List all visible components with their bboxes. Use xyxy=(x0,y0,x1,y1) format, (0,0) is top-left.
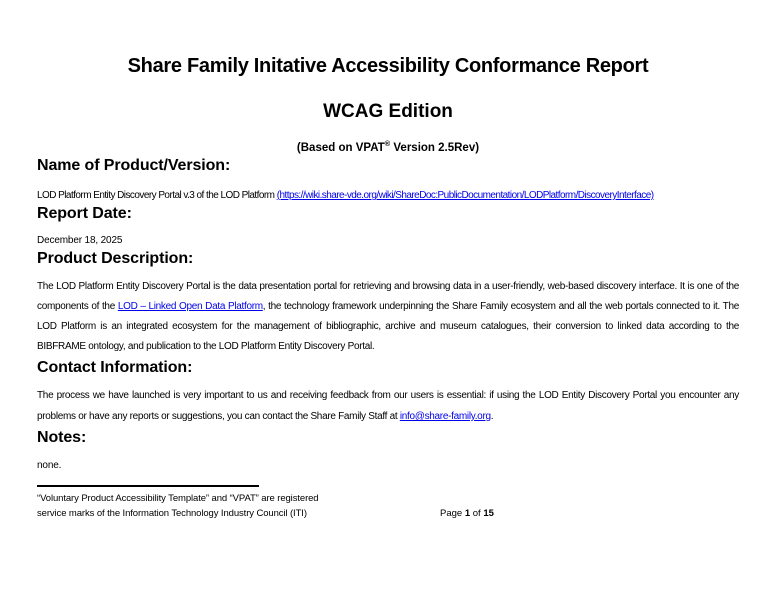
notes-value: none. xyxy=(37,460,62,471)
section-heading-product-name: Name of Product/Version: xyxy=(37,157,231,174)
page-label: Page xyxy=(440,508,463,519)
product-description-text xyxy=(37,277,739,357)
description-text-after-link: , the technology framework underpinning the Share Family ecosystem and all the web portals connected to it. The LOD Platform is an integrated ecosystem for the management of bibliographic, archive and museum catalogues, their conversion to linked data according to the BIBFRAME ontology, and publication to the LOD Platform Entity Discovery Portal. xyxy=(37,301,739,352)
product-documentation-link[interactable]: (https://wiki.share-vde.org/wiki/ShareDoc:PublicDocumentation/LODPlatform/DiscoveryInterface) xyxy=(276,190,654,201)
section-heading-notes: Notes: xyxy=(37,429,87,446)
contact-information-text xyxy=(37,385,739,427)
of-label: of xyxy=(472,508,481,519)
contact-text-after-link: . xyxy=(490,411,494,422)
report-date-value: December 18, 2025 xyxy=(37,235,123,246)
page-number: 1 xyxy=(464,508,471,519)
vpat-version-note xyxy=(37,141,739,155)
registered-trademark-symbol: ® xyxy=(384,139,391,149)
footnote-line-1: “Voluntary Product Accessibility Template” and “VPAT” are registered xyxy=(37,493,319,504)
page-footer xyxy=(37,485,739,521)
contact-email-link[interactable]: info@share-family.org xyxy=(399,411,491,422)
page-title: Share Family Initative Accessibility Conformance Report xyxy=(127,55,649,77)
vpat-note-prefix: (Based on VPAT xyxy=(296,142,385,154)
page-total: 15 xyxy=(483,508,494,519)
footnote-line-2: service marks of the Information Technology Industry Council (ITI) xyxy=(37,508,307,519)
footnote-text xyxy=(37,491,739,521)
contact-text-before-link: The process we have launched is very important to us and receiving feedback from our users is essential: if using the LOD Entity Discovery Portal you encounter any problems or have any reports or suggestions, you can contact the Share Family Staff at xyxy=(37,390,739,422)
section-heading-contact-information: Contact Information: xyxy=(37,359,193,376)
description-text-before-link: The LOD Platform Entity Discovery Portal is the data presentation portal for retrieving and browsing data in a user-friendly, web-based discovery interface. It is one of the components of the xyxy=(37,281,739,312)
section-heading-product-description: Product Description: xyxy=(37,250,194,267)
page-number-indicator xyxy=(440,506,494,521)
product-name-text xyxy=(37,189,739,203)
page-subtitle: WCAG Edition xyxy=(323,101,453,122)
lod-platform-link[interactable]: LOD – Linked Open Data Platform xyxy=(117,301,263,312)
footnote-separator-line xyxy=(37,485,259,487)
section-heading-report-date: Report Date: xyxy=(37,205,132,222)
vpat-note-suffix: Version 2.5Rev) xyxy=(390,142,480,154)
product-name-value: LOD Platform Entity Discovery Portal v.3 of the LOD Platform xyxy=(37,190,277,201)
